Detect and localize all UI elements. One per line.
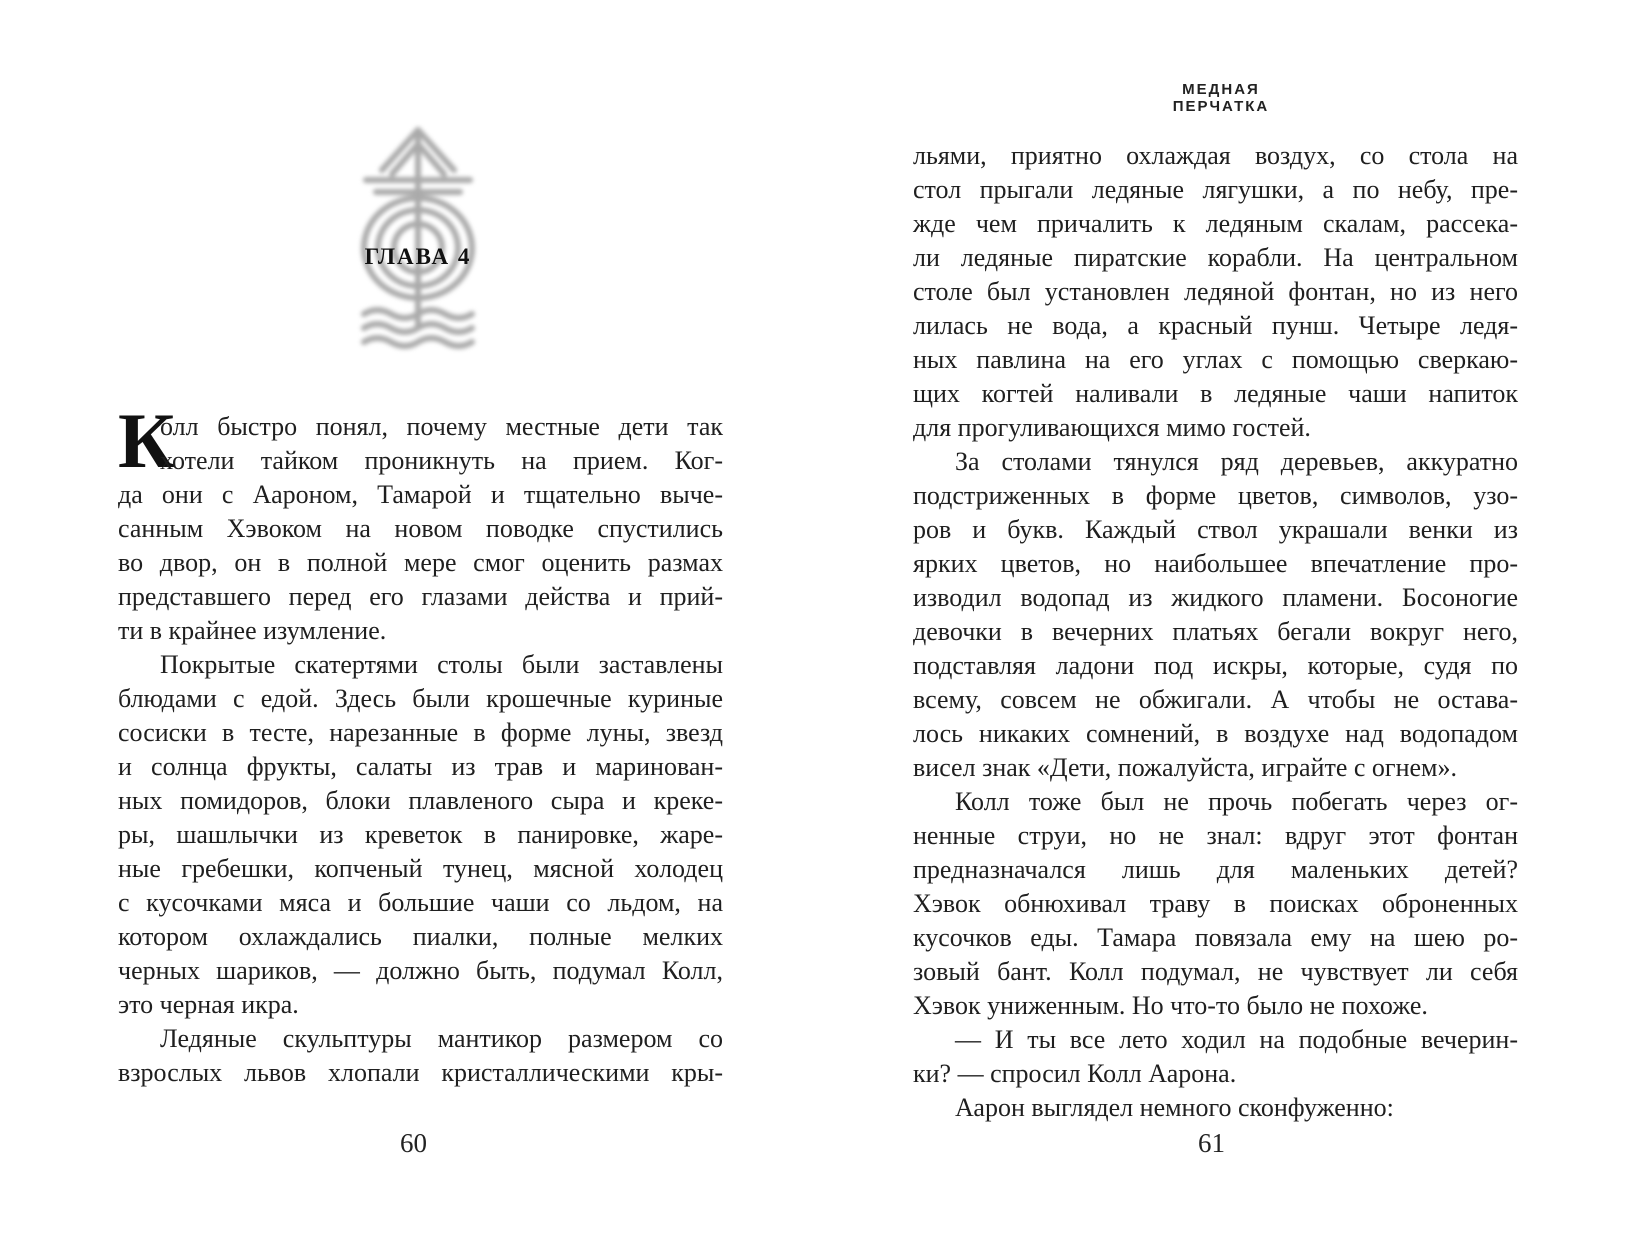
text-line: ные гребешки, копченый тунец, мясной холодец [118, 854, 723, 883]
text-line: котором охлаждались пиалки, полные мелких [118, 922, 723, 951]
left-page-text [118, 410, 723, 1090]
text-line: жде чем причалить к ледяным скалам, рассека- [913, 209, 1518, 238]
text-line: и солнца фрукты, салаты из трав и маринован- [118, 752, 723, 781]
text-line: подставляя ладони под искры, которые, судя по [913, 651, 1518, 680]
text-line: представшего перед его глазами действа и прий- [118, 582, 723, 611]
text-line: с кусочками мяса и большие чаши со льдом, на [118, 888, 723, 917]
text-line: подстриженных в форме цветов, символов, узо- [913, 481, 1518, 510]
text-line: ных помидоров, блоки плавленого сыра и креке- [118, 786, 723, 815]
text-line: девочки в вечерних платьях бегали вокруг него, [913, 617, 1518, 646]
text-line: ненные струи, но не знал: вдруг этот фонтан [913, 821, 1518, 850]
text-line: кусочков еды. Тамара повязала ему на шею ро- [913, 923, 1518, 952]
text-line: изводил водопад из жидкого пламени. Босоногие [913, 583, 1518, 612]
page-number-left: 60 [400, 1128, 427, 1158]
text-line: санным Хэвоком на новом поводке спустились [118, 514, 723, 543]
text-line: лилась не вода, а красный пунш. Четыре ледя- [913, 311, 1518, 340]
text-line: ярких цветов, но наибольшее впечатление про- [913, 549, 1518, 578]
page-number-right: 61 [1198, 1128, 1225, 1158]
text-line: предназначался лишь для маленьких детей? [913, 855, 1518, 884]
text-line: взрослых львов хлопали кристаллическими кры- [118, 1058, 723, 1087]
text-line: ров и букв. Каждый ствол украшали венки из [913, 515, 1518, 544]
text-line: да они с Аароном, Тамарой и тщательно выче- [118, 480, 723, 509]
chapter-title: ГЛАВА 4 [364, 244, 472, 269]
text-line: ных павлина на его углах с помощью сверкаю- [913, 345, 1518, 374]
text-line: во двор, он в полной мере смог оценить размах [118, 548, 723, 577]
text-line: это черная икра. [118, 990, 299, 1019]
running-head: МЕДНАЯ ПЕРЧАТКА [1172, 81, 1270, 115]
text-line: олл быстро понял, почему местные дети так [160, 412, 723, 441]
text-line: Колл тоже был не прочь побегать через ог- [955, 787, 1518, 816]
text-line: блюдами с едой. Здесь были крошечные куриные [118, 684, 723, 713]
text-line: льями, приятно охлаждая воздух, со стола на [913, 141, 1518, 170]
text-line: — И ты все лето ходил на подобные вечерин- [955, 1025, 1518, 1054]
text-line: лось никаких сомнений, в воздухе над водопадом [913, 719, 1518, 748]
text-line: Хэвок униженным. Но что-то было не похоже. [913, 991, 1428, 1020]
text-line: столе был установлен ледяной фонтан, но из него [913, 277, 1518, 306]
text-line: Аарон выглядел немного сконфуженно: [955, 1093, 1394, 1122]
text-line: зовый бант. Колл подумал, не чувствует ли себя [913, 957, 1518, 986]
text-line: ки? — спросил Колл Аарона. [913, 1059, 1237, 1088]
text-line: для прогуливающихся мимо гостей. [913, 413, 1311, 442]
text-line: стол прыгали ледяные лягушки, а по небу, пре- [913, 175, 1518, 204]
text-line: щих когтей наливали в ледяные чаши напиток [913, 379, 1518, 408]
text-line: хотели тайком проникнуть на прием. Ког- [160, 446, 723, 475]
text-line: Покрытые скатертями столы были заставлены [160, 650, 723, 679]
right-page-text [913, 139, 1518, 1125]
text-line: сосиски в тесте, нарезанные в форме луны, звезд [118, 718, 723, 747]
text-line: За столами тянулся ряд деревьев, аккуратно [955, 447, 1518, 476]
text-line: ры, шашлычки из креветок в панировке, жаре- [118, 820, 723, 849]
text-line: Ледяные скульптуры мантикор размером со [160, 1024, 723, 1053]
text-line: висел знак «Дети, пожалуйста, играйте с огнем». [913, 753, 1457, 782]
text-line: Хэвок обнюхивал траву в поисках оброненных [913, 889, 1518, 918]
text-line: черных шариков, — должно быть, подумал Колл, [118, 956, 723, 985]
text-line: всему, совсем не обжигали. А чтобы не остава- [913, 685, 1518, 714]
text-line: ти в крайнее изумление. [118, 616, 387, 645]
text-line: ли ледяные пиратские корабли. На центральном [913, 243, 1518, 272]
drop-cap: К [118, 397, 175, 484]
